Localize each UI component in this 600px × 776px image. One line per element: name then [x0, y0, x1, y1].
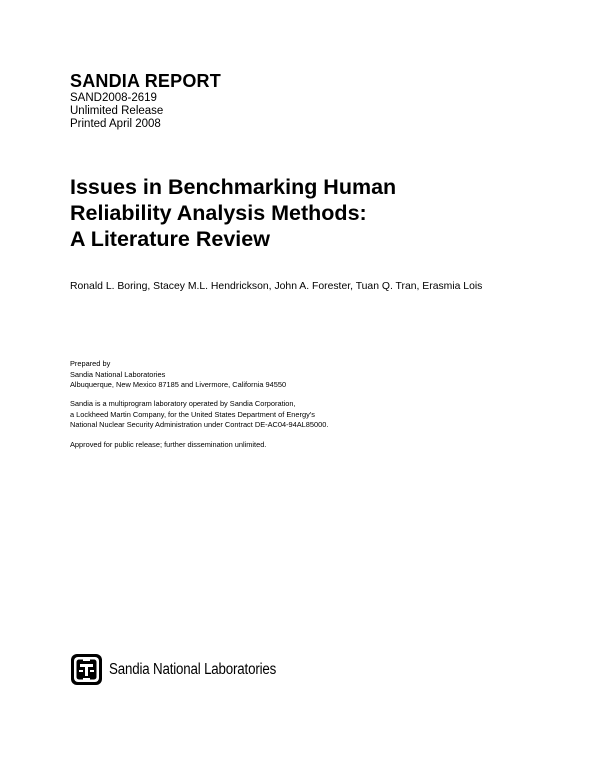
logo-wordmark: Sandia National Laboratories: [109, 660, 277, 678]
sandia-thunderbird-logo-icon: [70, 653, 103, 686]
report-title: [70, 174, 550, 252]
prepared-line: Albuquerque, New Mexico 87185 and Livermore, California 94550: [70, 380, 287, 389]
title-line: Issues in Benchmarking Human: [70, 175, 397, 199]
report-header: [70, 70, 221, 131]
print-date: Printed April 2008: [70, 118, 161, 130]
description-line: Sandia is a multiprogram laboratory operated by Sandia Corporation,: [70, 399, 296, 408]
title-line: Reliability Analysis Methods:: [70, 201, 367, 225]
description-line: National Nuclear Security Administration under Contract DE-AC04-94AL85000.: [70, 420, 329, 429]
report-label: SANDIA REPORT: [70, 71, 221, 91]
report-number: SAND2008-2619: [70, 92, 157, 104]
approval-statement: Approved for public release; further dissemination unlimited.: [70, 440, 267, 449]
prepared-by-block: [70, 359, 286, 391]
prepared-line: Prepared by: [70, 359, 111, 368]
description-line: a Lockheed Martin Company, for the United States Department of Energy’s: [70, 409, 315, 419]
title-line: A Literature Review: [70, 227, 270, 251]
prepared-line: Sandia National Laboratories: [70, 369, 166, 379]
sandia-description-block: [70, 399, 328, 431]
release-status: Unlimited Release: [70, 105, 164, 117]
sandia-logo: [70, 653, 303, 686]
author-list: Ronald L. Boring, Stacey M.L. Hendrickson, John A. Forester, Tuan Q. Tran, Erasmia Lois: [70, 281, 483, 292]
